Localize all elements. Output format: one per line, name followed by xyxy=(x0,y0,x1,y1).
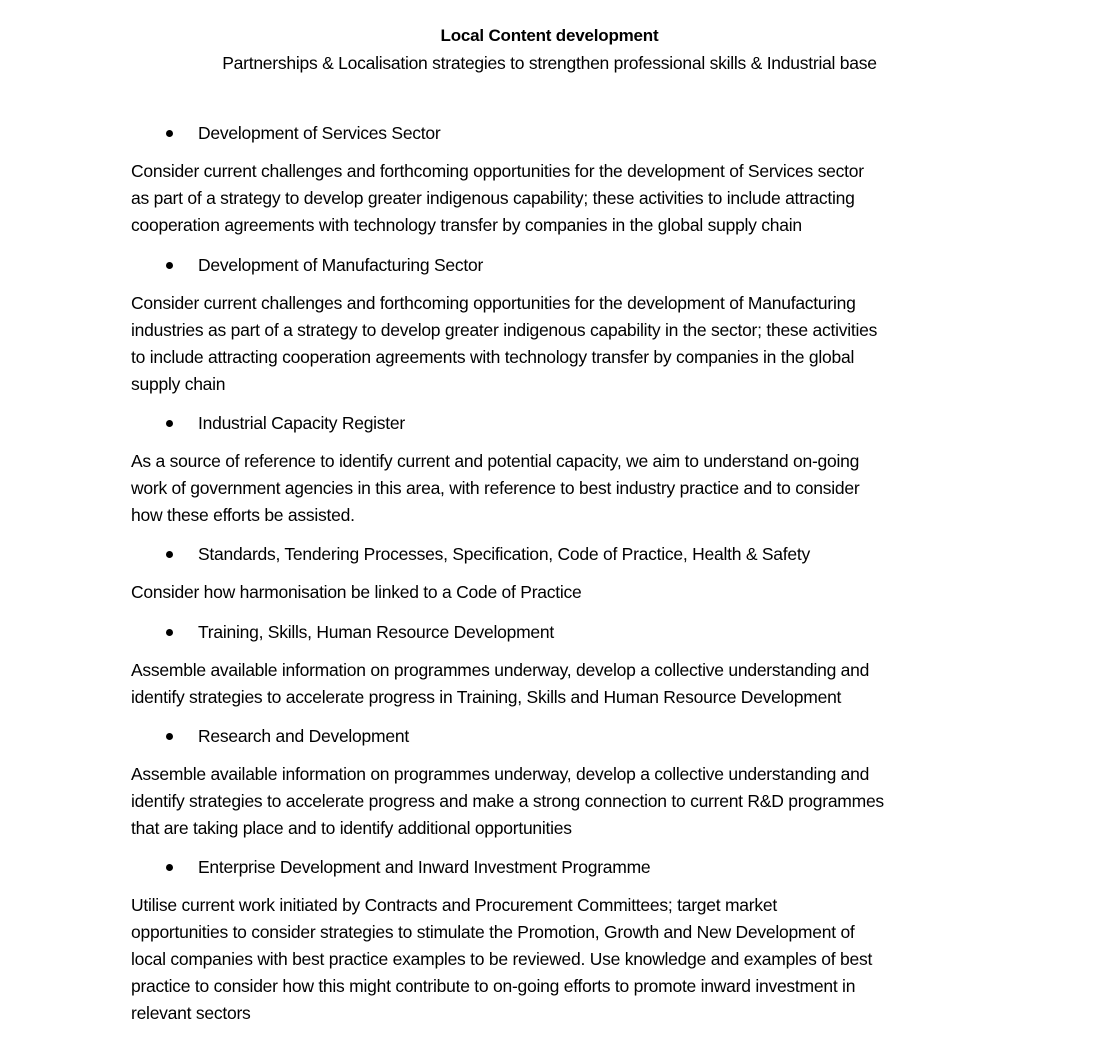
bullet-icon xyxy=(166,130,173,137)
body-line: work of government agencies in this area, with reference to best industry practice and to consider xyxy=(131,478,860,498)
bullet-heading: Training, Skills, Human Resource Development xyxy=(198,622,555,642)
body-line: identify strategies to accelerate progress in Training, Skills and Human Resource Development xyxy=(131,687,842,707)
bullet-item xyxy=(131,619,991,646)
section-body xyxy=(131,579,991,606)
section-body xyxy=(131,448,991,529)
body-line: practice to consider how this might contribute to on-going efforts to promote inward investment in xyxy=(131,976,856,996)
body-line: Consider current challenges and forthcoming opportunities for the development of Services sector xyxy=(131,161,864,181)
section-standards xyxy=(131,541,991,606)
body-line: identify strategies to accelerate progress and make a strong connection to current R&D programmes xyxy=(131,791,884,811)
section-body xyxy=(131,158,991,239)
body-line: opportunities to consider strategies to stimulate the Promotion, Growth and New Development of xyxy=(131,922,855,942)
bullet-heading: Development of Services Sector xyxy=(198,123,441,143)
section-training-skills xyxy=(131,619,991,711)
body-line: Assemble available information on programmes underway, develop a collective understanding and xyxy=(131,660,870,680)
bullet-icon xyxy=(166,420,173,427)
section-industrial-capacity-register xyxy=(131,410,991,529)
body-line: Consider current challenges and forthcoming opportunities for the development of Manufacturing xyxy=(131,293,856,313)
bullet-item xyxy=(131,854,991,881)
body-line: cooperation agreements with technology transfer by companies in the global supply chain xyxy=(131,215,802,235)
bullet-icon xyxy=(166,262,173,269)
body-line: industries as part of a strategy to develop greater indigenous capability in the sector; these activities xyxy=(131,320,878,340)
section-research-development xyxy=(131,723,991,842)
bullet-heading: Industrial Capacity Register xyxy=(198,413,405,433)
body-line: relevant sectors xyxy=(131,1003,251,1023)
bullet-item xyxy=(131,410,991,437)
document-title: Local Content development xyxy=(440,26,659,45)
bullet-item xyxy=(131,252,991,279)
body-line: Consider how harmonisation be linked to a Code of Practice xyxy=(131,582,582,602)
section-body xyxy=(131,657,991,711)
bullet-icon xyxy=(166,733,173,740)
body-line: that are taking place and to identify additional opportunities xyxy=(131,818,572,838)
bullet-heading: Standards, Tendering Processes, Specification, Code of Practice, Health & Safety xyxy=(198,544,810,564)
body-line: to include attracting cooperation agreements with technology transfer by companies in the global xyxy=(131,347,855,367)
bullet-icon xyxy=(166,551,173,558)
bullet-heading: Enterprise Development and Inward Investment Programme xyxy=(198,857,651,877)
bullet-heading: Research and Development xyxy=(198,726,409,746)
document-subtitle: Partnerships & Localisation strategies to strengthen professional skills & Industrial base xyxy=(222,53,877,73)
body-line: Utilise current work initiated by Contracts and Procurement Committees; target market xyxy=(131,895,777,915)
section-body xyxy=(131,290,991,398)
section-services-sector xyxy=(131,120,991,239)
bullet-icon xyxy=(166,864,173,871)
section-manufacturing-sector xyxy=(131,252,991,398)
bullet-item xyxy=(131,541,991,568)
bullet-item xyxy=(131,120,991,147)
body-line: local companies with best practice examples to be reviewed. Use knowledge and examples of best xyxy=(131,949,873,969)
section-body xyxy=(131,761,991,842)
bullet-heading: Development of Manufacturing Sector xyxy=(198,255,484,275)
section-enterprise-development xyxy=(131,854,991,1027)
body-line: how these efforts be assisted. xyxy=(131,505,355,525)
body-line: as part of a strategy to develop greater indigenous capability; these activities to include attracting xyxy=(131,188,855,208)
section-body xyxy=(131,892,991,1027)
body-line: Assemble available information on programmes underway, develop a collective understanding and xyxy=(131,764,870,784)
body-line: supply chain xyxy=(131,374,226,394)
body-line: As a source of reference to identify current and potential capacity, we aim to understand on-going xyxy=(131,451,860,471)
bullet-icon xyxy=(166,629,173,636)
bullet-item xyxy=(131,723,991,750)
